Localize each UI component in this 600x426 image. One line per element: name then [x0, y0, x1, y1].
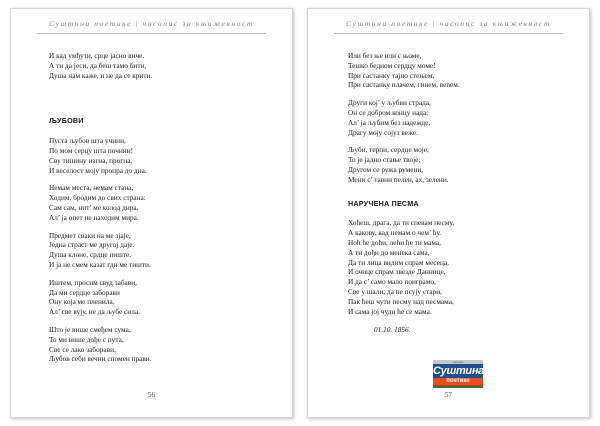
poem-line: И ја не смем казат гди ме тишти.	[49, 259, 151, 269]
poem-line: Душа нам каже, и не да се крити.	[49, 70, 153, 80]
poem-line: По мом серцу шта почини!	[49, 145, 134, 155]
running-header: Суштина поетике | часопис за књижевност	[48, 19, 254, 28]
poem-line: Драгу мoју сојуз веже.	[348, 127, 419, 137]
logo-top-text: часопис	[433, 360, 483, 364]
poem-line: При састанку тајно стењем,	[348, 70, 435, 80]
poem-line: Ал’ ја љубим без надежде,	[348, 117, 431, 127]
stanza	[348, 218, 569, 316]
poem-title: ЉУБОВИ	[49, 116, 84, 126]
poem-line: И очице спрам звезде Даннице,	[348, 267, 446, 277]
poem-line: Пуста љубов шта учини,	[49, 136, 126, 146]
poem-line: Он се добром концу нада;	[348, 107, 429, 117]
poem-line: Душа клоне, срдце пиште,	[49, 250, 132, 260]
page-number: 57	[445, 391, 452, 399]
logo-main-text: Суштина	[433, 365, 485, 377]
poem-line: Једна страст ме другој даје.	[49, 240, 135, 250]
poem-line: Тешко бедном сердцу моме!	[348, 60, 436, 70]
poem-body	[348, 51, 569, 335]
poem-line: Да ти лица видим спрам месеца,	[348, 257, 449, 267]
poem-line: Све се лако заборави,	[49, 344, 116, 354]
poem-line: Иштем, просим свуд забави,	[49, 277, 137, 287]
poem-line: Немам места, немам стана,	[49, 183, 134, 193]
poem-line: При састанку плачем, гинем, веnем.	[348, 80, 460, 90]
stanza	[49, 231, 272, 270]
journal-logo	[433, 360, 483, 388]
poem-date: 01.10. 1856.	[374, 325, 411, 335]
poem-line: А ти дођи до менека сама,	[348, 247, 430, 257]
left-page	[10, 8, 293, 418]
poem-line: То ми више дође с пута,	[49, 334, 124, 344]
poem-line: Сву тишину изгна, прогна,	[49, 155, 133, 165]
page-number: 56	[148, 391, 155, 399]
poem-line: Или без ње или с њоме,	[348, 51, 422, 60]
header-rule	[334, 33, 563, 34]
poem-line: Предмет свaки на ме зјаје,	[49, 230, 131, 240]
poem-line: Мени с’ тавни пелен, ах, зелени.	[348, 174, 449, 184]
header-rule	[37, 33, 266, 34]
poem-line: Ноћ ће доћи, лећи ће ти мама,	[348, 237, 441, 247]
poem-line: Ону која ме пленила,	[49, 297, 115, 307]
poem-line: То је јадно стање твоје;	[348, 155, 421, 165]
poem-body	[49, 51, 272, 364]
poem-line: И сама јој чуди ће се мама.	[348, 306, 432, 316]
poem-line: Сам сам, нит’ ме колод дира,	[49, 202, 139, 212]
stanza	[49, 325, 272, 364]
poem-line: Пак ћеш чути песму над песмама,	[348, 296, 454, 306]
poem-line: Другом се ружа румени,	[348, 164, 424, 174]
poem-line: Ал’ све вују, не да љубе сила.	[49, 307, 140, 317]
poem-line: А какову, кад немам о чем’ ћу.	[348, 228, 442, 238]
poem-line: Све у шали, да не псују стари,	[348, 286, 442, 296]
poem-line: А ти да јеси, да беш тамо бити,	[49, 60, 147, 70]
right-page	[307, 8, 590, 418]
poem-line: И веселост мoју пропра до дна.	[49, 165, 147, 175]
poem-line: Љуби, терпи, сердце моје,	[348, 145, 429, 155]
poem-line: И кад умђути, срце јасно виче.	[49, 51, 145, 60]
poem-line: Хоћеш, драга, да ти спевам песму,	[348, 218, 455, 228]
poem-line: Ал’ ја опет не находим мира.	[49, 212, 139, 222]
poem-line: Што је више смеђем сума,	[49, 324, 131, 334]
stanza	[49, 278, 272, 317]
logo-footer-bar	[433, 385, 483, 388]
poem-line: Други кој’ у љубви страда,	[348, 98, 431, 108]
poem-line: И да с’ само мало поиграмо,	[348, 277, 436, 287]
running-header: Суштина поетике | часопис за књижевност	[345, 19, 551, 28]
stanza	[49, 183, 272, 222]
stanza	[348, 98, 569, 137]
poem-line: Ходим, бродим до свих страна:	[49, 193, 146, 203]
stanza	[49, 136, 272, 175]
poem-line: Љубов себи вечни спомен прави.	[49, 354, 152, 364]
stanza	[348, 51, 569, 90]
stanza	[348, 145, 569, 184]
poem-title: НАРУЧЕНА ПЕСМА	[348, 198, 419, 208]
logo-sub-text: поетике	[433, 378, 483, 385]
stanza	[49, 51, 272, 80]
poem-line: Да ми сердце заборави	[49, 287, 120, 297]
